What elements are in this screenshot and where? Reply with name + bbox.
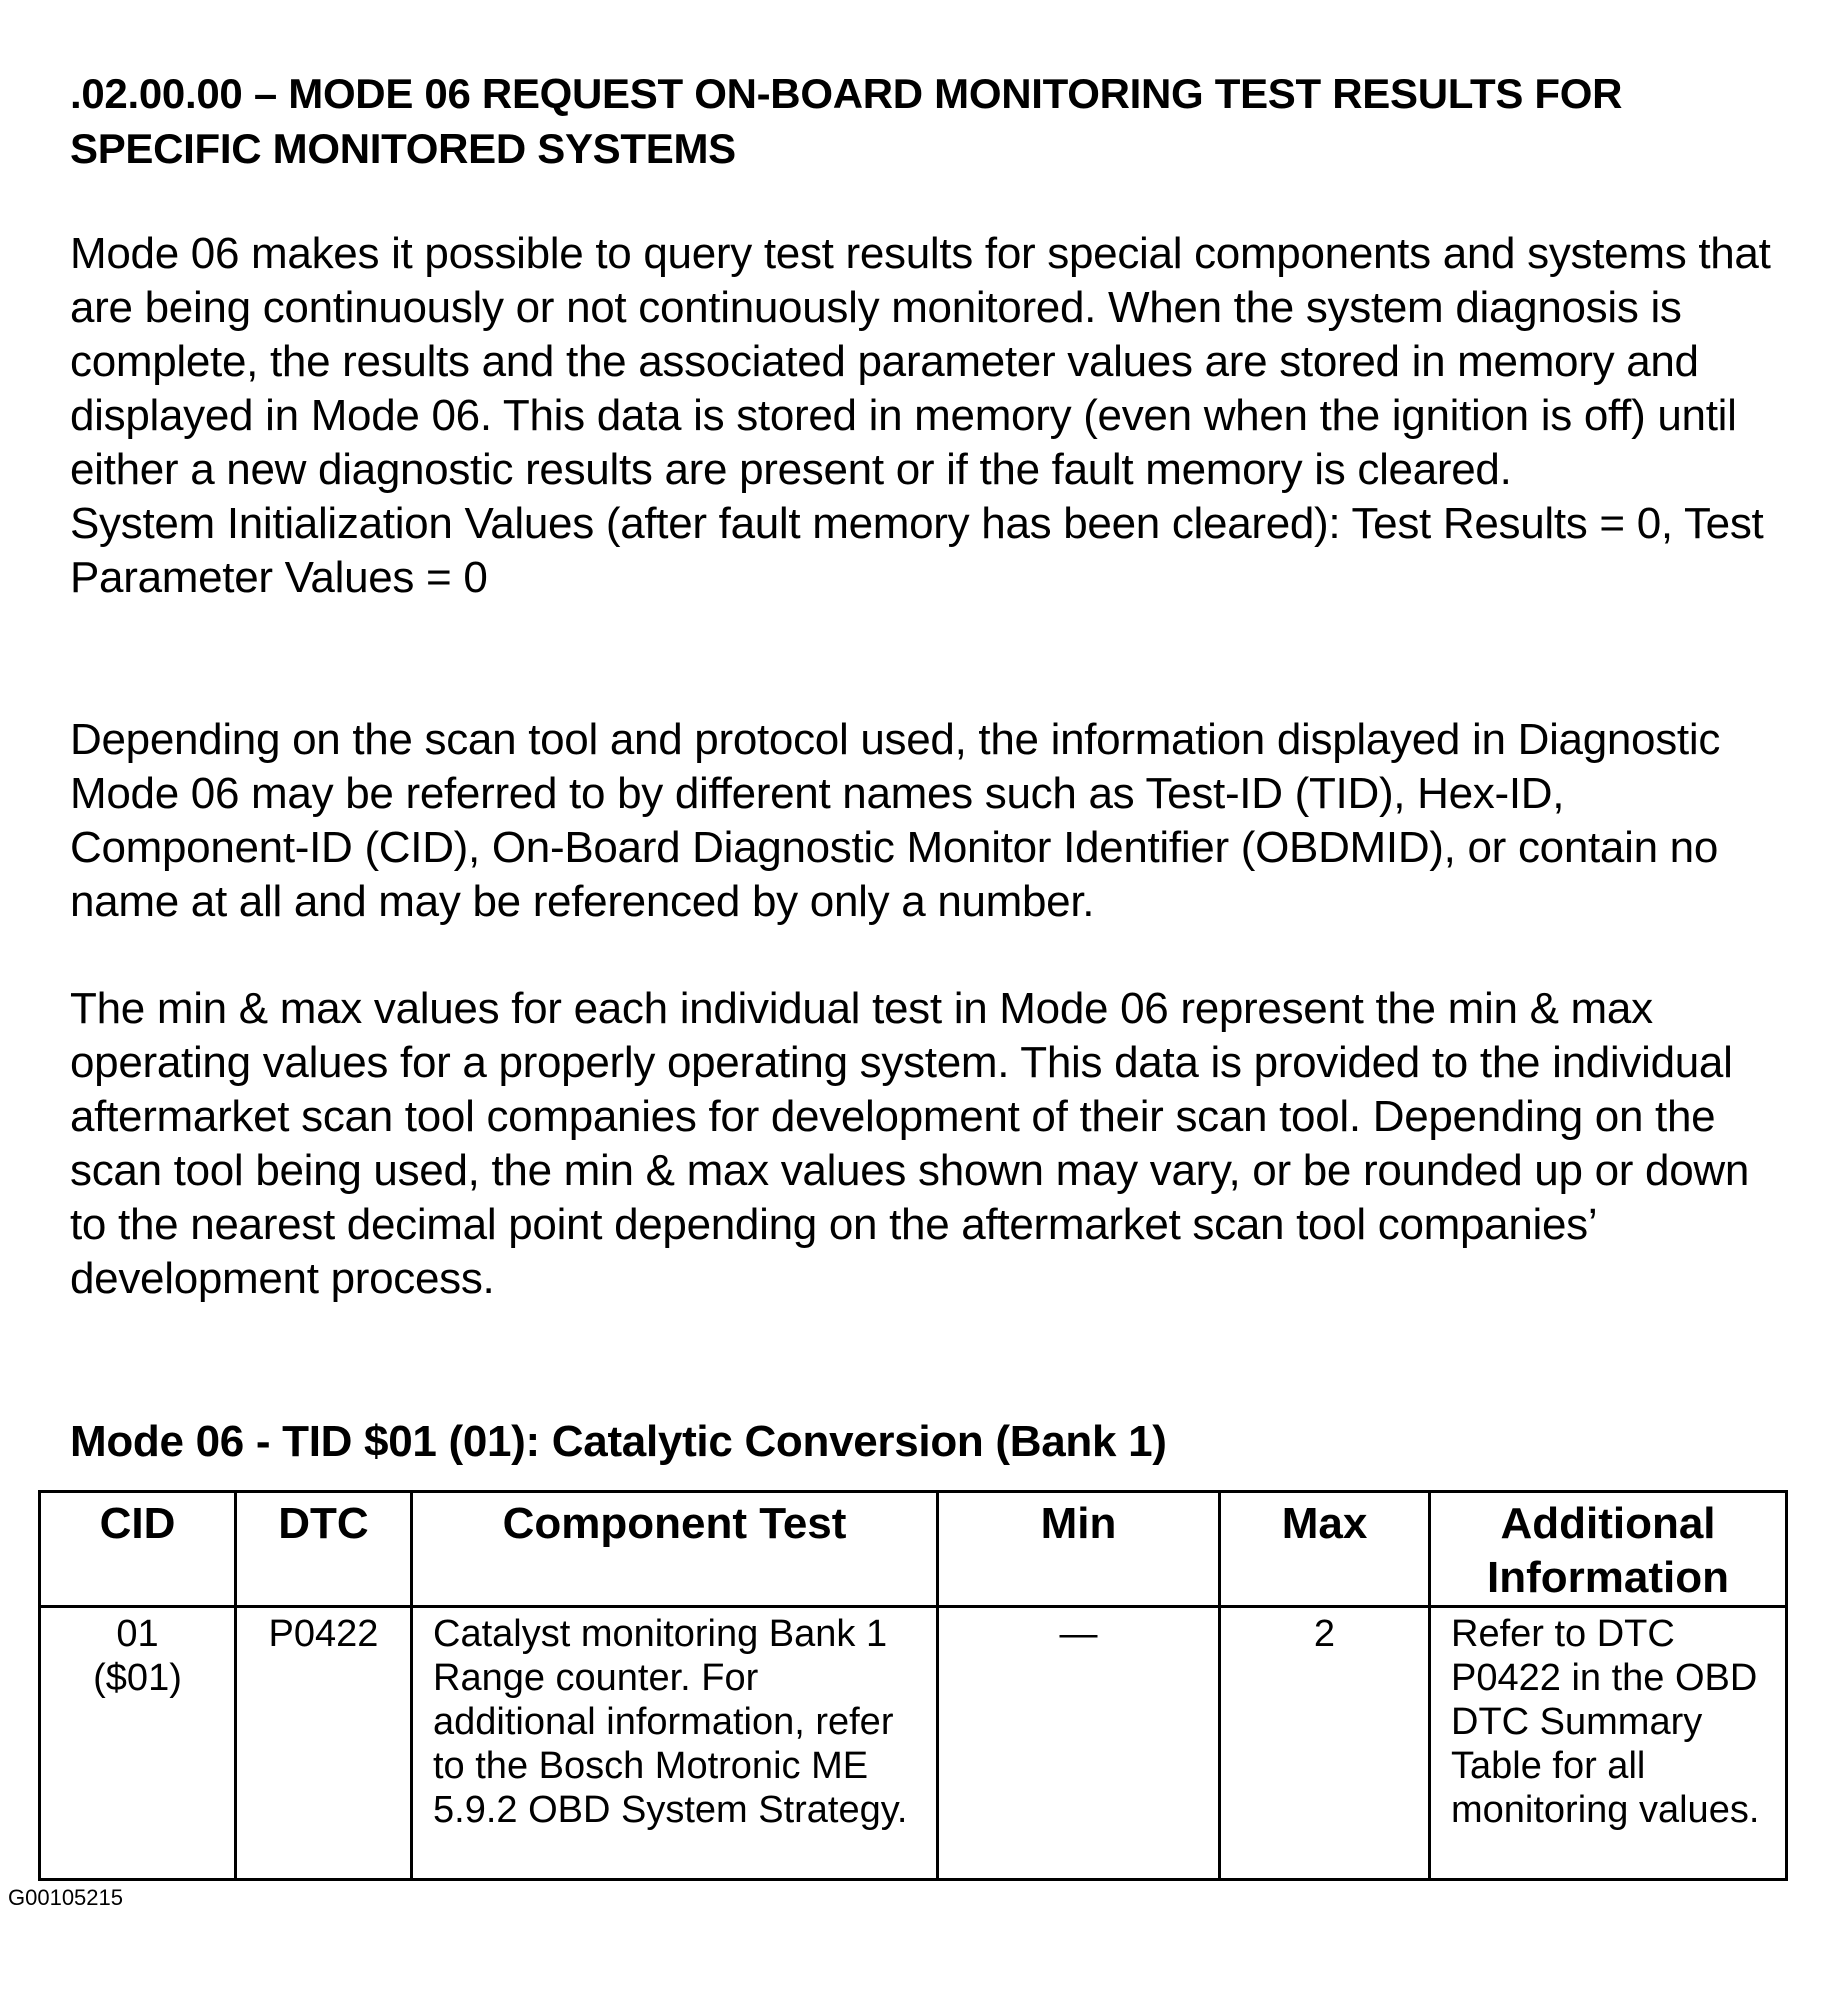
- cell-dtc: P0422: [236, 1607, 412, 1880]
- cell-component-test: Catalyst monitoring Bank 1 Range counter. For additional information, refer to the Bosch Motronic ME 5.9.2 OBD System Strategy.: [412, 1607, 938, 1880]
- paragraph-mode06-overview: Mode 06 makes it possible to query test results for special components and systems that are being continuously or not continuously monitored. When the system diagnosis is complete, the results and the associated parameter values are stored in memory and displayed in Mode 06. This data is stored in memory (even when the ignition is off) until either a new diagnostic results are present or if the fault memory is cleared. System Initialization Values (after fault memory has been cleared): Test Results = 0, Test Parameter Values = 0: [70, 229, 1771, 602]
- table-row: [40, 1607, 1787, 1880]
- section-heading: .02.00.00 – MODE 06 REQUEST ON-BOARD MONITORING TEST RESULTS FOR SPECIFIC MONITORED SYSTEMS: [70, 70, 1623, 172]
- test-results-table: [38, 1490, 1788, 1881]
- header-cid: CID: [40, 1492, 236, 1607]
- header-component-test: Component Test: [412, 1492, 938, 1607]
- cell-min: —: [938, 1607, 1220, 1880]
- cell-additional-information: Refer to DTC P0422 in the OBD DTC Summary Table for all monitoring values.: [1430, 1607, 1787, 1880]
- header-additional-information: Additional Information: [1430, 1492, 1787, 1607]
- paragraph-naming-conventions: Depending on the scan tool and protocol used, the information displayed in Diagnostic Mode 06 may be referred to by different names such as Test-ID (TID), Hex-ID, Component-ID (CID), On-Board Diagnostic Monitor Identifier (OBDMID), or contain no name at all and may be referenced by only a number.: [70, 715, 1721, 926]
- table-title: Mode 06 - TID $01 (01): Catalytic Conversion (Bank 1): [70, 1417, 1167, 1466]
- paragraph-min-max-values: The min & max values for each individual test in Mode 06 represent the min & max operating values for a properly operating system. This data is provided to the individual aftermarket scan tool companies for development of their scan tool. Depending on the scan tool being used, the min & max values shown may vary, or be rounded up or down to the nearest decimal point depending on the aftermarket scan tool companies’ development process.: [70, 984, 1750, 1303]
- figure-code: G00105215: [8, 1885, 123, 1910]
- cell-cid: 01 ($01): [40, 1607, 236, 1880]
- header-max: Max: [1220, 1492, 1430, 1607]
- header-min: Min: [938, 1492, 1220, 1607]
- table-header-row: [40, 1492, 1787, 1607]
- cell-max: 2: [1220, 1607, 1430, 1880]
- header-dtc: DTC: [236, 1492, 412, 1607]
